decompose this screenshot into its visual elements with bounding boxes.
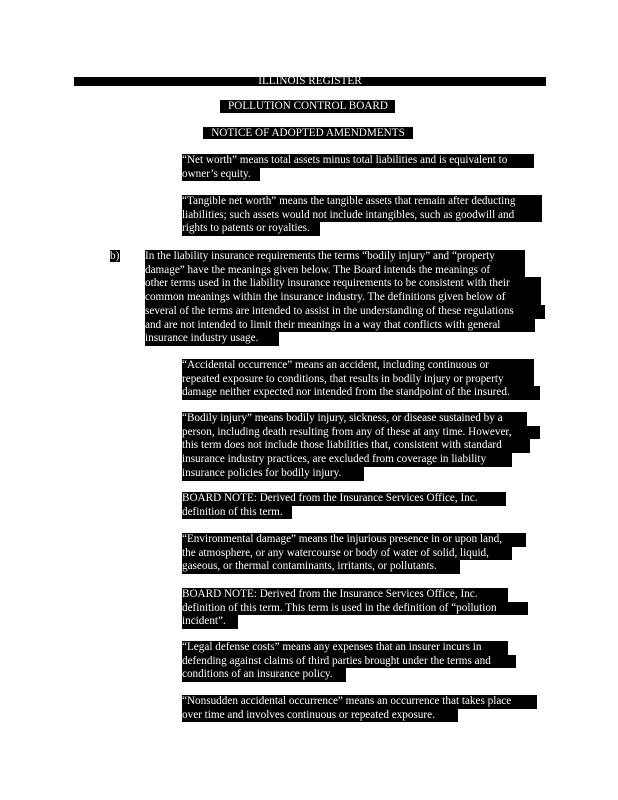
text-line: incident”. [182, 615, 238, 629]
register-title: ILLINOIS REGISTER [258, 75, 362, 87]
text-line: definition of this term. [182, 506, 292, 520]
text-line: In the liability insurance requirements the terms “bodily injury” and “property [145, 250, 525, 264]
agency-title: POLLUTION CONTROL BOARD [228, 100, 388, 112]
text-line: “Nonsudden accidental occurrence” means an occurrence that takes place [182, 695, 537, 709]
text-line: “Tangible net worth” means the tangible assets that remain after deducting [182, 195, 542, 209]
tangible-net-worth-definition [182, 195, 542, 236]
text-line: common meanings within the insurance industry. The definitions given below of [145, 291, 541, 305]
text-line: the atmosphere, or any watercourse or body of water of solid, liquid, [182, 547, 512, 561]
text-line: several of the terms are intended to assist in the understanding of these regulations [145, 305, 545, 319]
text-line: BOARD NOTE: Derived from the Insurance Services Office, Inc. [182, 492, 506, 506]
liability-insurance-intro [145, 250, 545, 346]
item-marker: b) [110, 250, 120, 262]
text-line: conditions of an insurance policy. [182, 668, 346, 682]
text-line: gaseous, or thermal contaminants, irritants, or pollutants. [182, 560, 460, 574]
text-line: defending against claims of third parties brought under the terms and [182, 655, 516, 669]
text-line: owner’s equity. [182, 168, 260, 182]
text-line: definition of this term. This term is used in the definition of “pollution [182, 602, 528, 616]
legal-defense-costs-definition [182, 641, 516, 682]
text-line: insurance industry usage. [145, 332, 279, 346]
text-line: repeated exposure to conditions, that results in bodily injury or property [182, 373, 534, 387]
text-line: person, including death resulting from any of these at any time. However, [182, 426, 540, 440]
text-line: rights to patents or royalties. [182, 222, 320, 236]
text-line: “Net worth” means total assets minus total liabilities and is equivalent to [182, 154, 534, 168]
text-line: liabilities; such assets would not include intangibles, such as goodwill and [182, 209, 542, 223]
text-line: this term does not include those liabilities that, consistent with standard [182, 439, 530, 453]
environmental-damage-definition [182, 533, 526, 574]
net-worth-definition [182, 154, 534, 181]
text-line: over time and involves continuous or repeated exposure. [182, 709, 458, 723]
notice-title: NOTICE OF ADOPTED AMENDMENTS [211, 127, 405, 139]
text-line: insurance policies for bodily injury. [182, 467, 364, 481]
text-line: “Environmental damage” means the injurious presence in or upon land, [182, 533, 526, 547]
text-line: other terms used in the liability insurance requirements to be consistent with their [145, 277, 541, 291]
bodily-injury-definition [182, 412, 540, 481]
text-line: “Accidental occurrence” means an accident, including continuous or [182, 359, 534, 373]
text-line: damage” have the meanings given below. The Board intends the meanings of [145, 264, 525, 278]
text-line: damage neither expected nor intended from the standpoint of the insured. [182, 386, 540, 400]
text-line: insurance industry practices, are excluded from coverage in liability [182, 453, 512, 467]
nonsudden-accidental-occurrence-definition [182, 695, 537, 722]
text-line: “Legal defense costs” means any expenses that an insurer incurs in [182, 641, 508, 655]
text-line: “Bodily injury” means bodily injury, sickness, or disease sustained by a [182, 412, 527, 426]
board-note-bodily-injury [182, 492, 506, 519]
board-note-environmental-damage [182, 588, 528, 629]
accidental-occurrence-definition [182, 359, 540, 400]
text-line: BOARD NOTE: Derived from the Insurance Services Office, Inc. [182, 588, 508, 602]
text-line: and are not intended to limit their meanings in a way that conflicts with general [145, 319, 535, 333]
